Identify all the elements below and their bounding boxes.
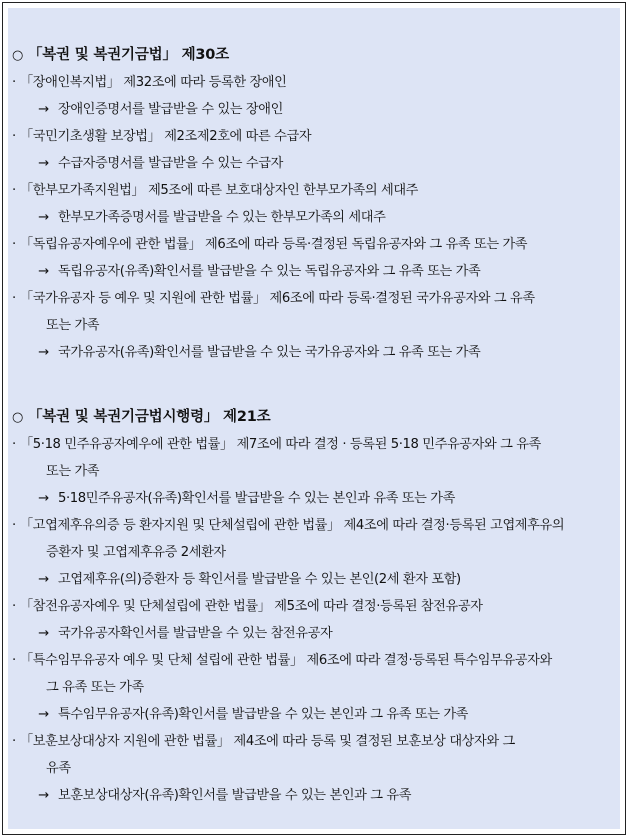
circle-marker-icon: ○ (12, 410, 24, 425)
arrow-right-icon: → (38, 264, 49, 279)
item-text-line (8, 539, 620, 566)
item-text-line (8, 647, 620, 674)
list-item (8, 231, 620, 285)
item-result-line (8, 701, 620, 728)
item-text: 또는 가족 (46, 318, 100, 333)
item-result: 고엽제후유(의)증환자 등 확인서를 발급받을 수 있는 본인(2세 환자 포함) (58, 572, 461, 587)
item-text-line (8, 231, 620, 258)
arrow-right-icon: → (38, 345, 49, 360)
section-heading (8, 404, 620, 431)
bullet-icon: · (12, 653, 16, 668)
list-item (8, 512, 620, 593)
item-result: 국가유공자(유족)확인서를 발급받을 수 있는 국가유공자와 그 유족 또는 가족 (58, 345, 481, 360)
arrow-right-icon: → (38, 626, 49, 641)
item-text: 「한부모가족지원법」 제5조에 따른 보호대상자인 한부모가족의 세대주 (20, 183, 419, 198)
law-section (8, 42, 620, 366)
arrow-right-icon: → (38, 572, 49, 587)
bullet-icon: · (12, 599, 16, 614)
item-text: 「장애인복지법」 제32조에 따라 등록한 장애인 (20, 75, 287, 90)
item-result-line (8, 150, 620, 177)
item-result: 5·18민주유공자(유족)확인서를 발급받을 수 있는 본인과 유족 또는 가족 (58, 491, 455, 506)
item-result: 한부모가족증명서를 발급받을 수 있는 한부모가족의 세대주 (58, 210, 386, 225)
bullet-icon: · (12, 129, 16, 144)
item-result-line (8, 96, 620, 123)
item-result: 보훈보상대상자(유족)확인서를 발급받을 수 있는 본인과 그 유족 (58, 788, 412, 803)
bullet-icon: · (12, 183, 16, 198)
item-result-line (8, 485, 620, 512)
item-text: 유족 (46, 761, 71, 776)
bullet-icon: · (12, 437, 16, 452)
item-text-line (8, 69, 620, 96)
list-item (8, 728, 620, 809)
item-text-line (8, 431, 620, 458)
item-text: 「고엽제후유의증 등 환자지원 및 단체설립에 관한 법률」 제4조에 따라 결정·등록된 고엽제후유의 (20, 518, 565, 533)
item-result: 국가유공자확인서를 발급받을 수 있는 참전유공자 (58, 626, 333, 641)
item-text-line (8, 512, 620, 539)
item-text-line (8, 674, 620, 701)
item-result: 수급자증명서를 발급받을 수 있는 수급자 (58, 156, 283, 171)
item-result-line (8, 339, 620, 366)
arrow-right-icon: → (38, 102, 49, 117)
arrow-right-icon: → (38, 156, 49, 171)
item-text: 그 유족 또는 가족 (46, 680, 144, 695)
document-frame (2, 2, 626, 835)
section-title: 「복권 및 복권기금법」 제30조 (28, 47, 229, 63)
item-result-line (8, 782, 620, 809)
list-item (8, 431, 620, 512)
item-text-line (8, 458, 620, 485)
list-item (8, 177, 620, 231)
item-text-line (8, 285, 620, 312)
item-text: 또는 가족 (46, 464, 100, 479)
bullet-icon: · (12, 734, 16, 749)
list-item (8, 69, 620, 123)
item-text: 「보훈보상대상자 지원에 관한 법률」 제4조에 따라 등록 및 결정된 보훈보상 대상자와 그 (20, 734, 515, 749)
item-text: 「독립유공자예우에 관한 법률」 제6조에 따라 등록·결정된 독립유공자와 그 유족 또는 가족 (20, 237, 528, 252)
item-result-line (8, 204, 620, 231)
arrow-right-icon: → (38, 491, 49, 506)
circle-marker-icon: ○ (12, 48, 24, 63)
item-text: 「특수임무유공자 예우 및 단체 설립에 관한 법률」 제6조에 따라 결정·등록된 특수임무유공자와 (20, 653, 552, 668)
list-item (8, 647, 620, 728)
item-text-line (8, 755, 620, 782)
item-text-line (8, 728, 620, 755)
list-item (8, 285, 620, 366)
bullet-icon: · (12, 75, 16, 90)
law-section (8, 404, 620, 809)
list-item (8, 593, 620, 647)
item-result: 장애인증명서를 발급받을 수 있는 장애인 (58, 102, 283, 117)
bullet-icon: · (12, 291, 16, 306)
item-result-line (8, 620, 620, 647)
item-text: 「국민기초생활 보장법」 제2조제2호에 따른 수급자 (20, 129, 312, 144)
section-title: 「복권 및 복권기금법시행령」 제21조 (28, 409, 271, 425)
section-heading (8, 42, 620, 69)
item-text-line (8, 593, 620, 620)
item-text: 「국가유공자 등 예우 및 지원에 관한 법률」 제6조에 따라 등록·결정된 국가유공자와 그 유족 (20, 291, 535, 306)
item-result: 독립유공자(유족)확인서를 발급받을 수 있는 독립유공자와 그 유족 또는 가족 (58, 264, 481, 279)
list-item (8, 123, 620, 177)
item-text: 증환자 및 고엽제후유증 2세환자 (46, 545, 226, 560)
item-text-line (8, 123, 620, 150)
bullet-icon: · (12, 518, 16, 533)
item-result-line (8, 566, 620, 593)
content-box (8, 8, 620, 829)
arrow-right-icon: → (38, 210, 49, 225)
item-text: 「참전유공자예우 및 단체설립에 관한 법률」 제5조에 따라 결정·등록된 참전유공자 (20, 599, 483, 614)
item-text-line (8, 312, 620, 339)
arrow-right-icon: → (38, 788, 49, 803)
bullet-icon: · (12, 237, 16, 252)
item-text: 「5·18 민주유공자예우에 관한 법률」 제7조에 따라 결정 · 등록된 5·18 민주유공자와 그 유족 (20, 437, 541, 452)
item-text-line (8, 177, 620, 204)
arrow-right-icon: → (38, 707, 49, 722)
item-result-line (8, 258, 620, 285)
item-result: 특수임무유공자(유족)확인서를 발급받을 수 있는 본인과 그 유족 또는 가족 (58, 707, 468, 722)
